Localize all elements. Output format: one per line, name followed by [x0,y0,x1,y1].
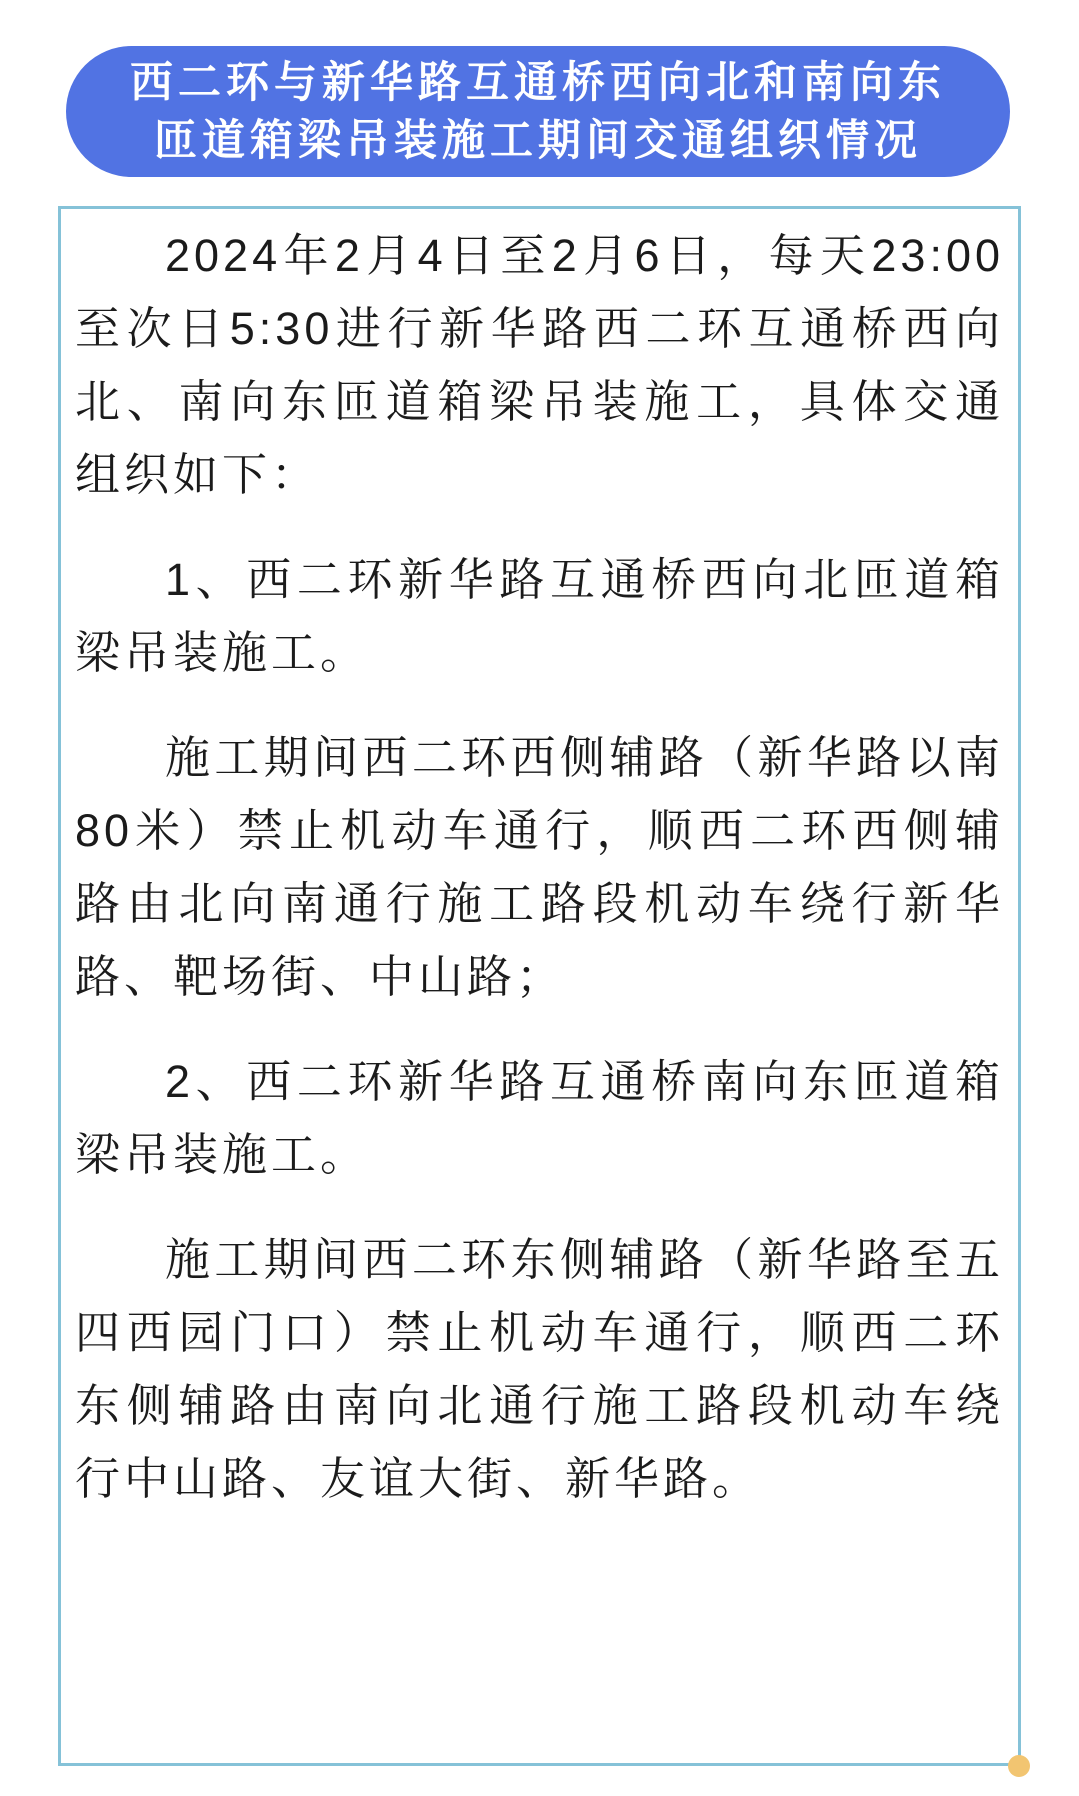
notice-paragraph-item-2: 2、西二环新华路互通桥南向东匝道箱梁吊装施工。 [75,1056,1004,1180]
notice-title-line-1: 西二环与新华路互通桥西向北和南向东 [130,58,946,107]
notice-paragraph-item-2-detail: 施工期间西二环东侧辅路（新华路至五四西园门口）禁止机动车通行，顺西二环东侧辅路由南向北通行施工路段机动车绕行中山路、友谊大街、新华路。 [75,1234,1004,1504]
notice-title-line-2: 匝道箱梁吊装施工期间交通组织情况 [154,116,922,165]
notice-paragraph-item-1: 1、西二环新华路互通桥西向北匝道箱梁吊装施工。 [75,554,1004,678]
notice-title-banner [66,46,1010,177]
corner-dot-decoration [1008,1755,1030,1777]
notice-body-content [61,209,1018,1515]
notice-paragraph-intro: 2024年2月4日至2月6日，每天23:00至次日5:30进行新华路西二环互通桥西向北、南向东匝道箱梁吊装施工，具体交通组织如下： [75,230,1004,500]
notice-body-panel [58,206,1021,1766]
notice-paragraph-item-1-detail: 施工期间西二环西侧辅路（新华路以南80米）禁止机动车通行，顺西二环西侧辅路由北向南通行施工路段机动车绕行新华路、靶场街、中山路； [75,732,1004,1002]
